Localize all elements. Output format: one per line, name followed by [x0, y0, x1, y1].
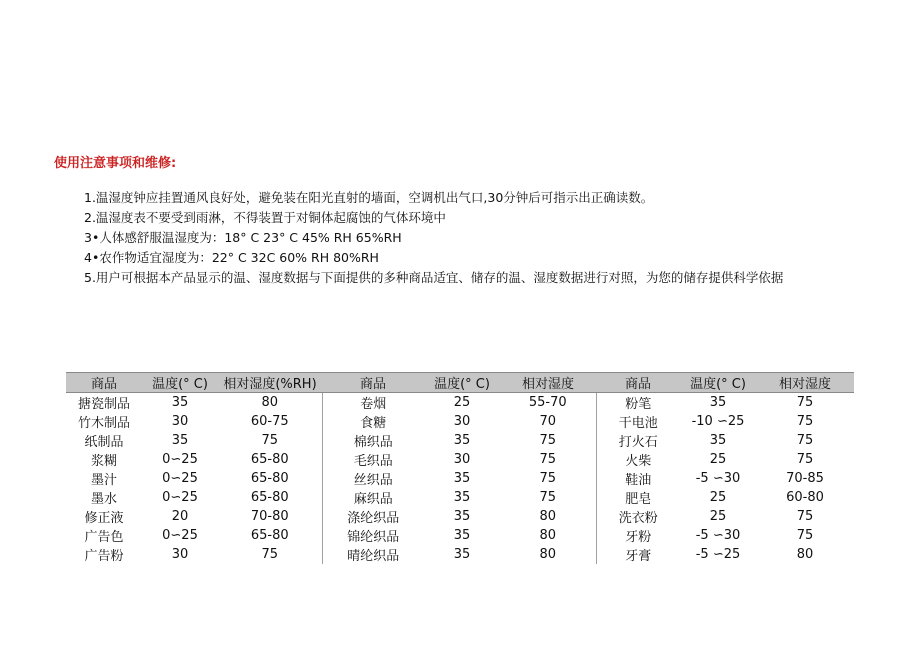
product-name-cell: 火柴	[625, 454, 652, 469]
humidity-cell: 65-80	[218, 488, 322, 507]
column-header: 商品	[596, 373, 680, 393]
instruction-item: 3•人体感舒服温湿度为：18° C 23° C 45% RH 65%RH	[84, 230, 402, 245]
product-name-cell: 打火石	[618, 435, 658, 450]
column-header: 相对湿度	[756, 373, 854, 393]
table-row	[66, 431, 854, 450]
storage-table-container	[66, 372, 854, 564]
product-name-cell: 墨汁	[90, 473, 117, 488]
table-row	[66, 393, 854, 413]
humidity-cell: 70-85	[786, 471, 824, 486]
humidity-cell: 75	[796, 395, 814, 410]
column-header: 相对湿度	[500, 373, 596, 393]
humidity-cell: 70	[500, 412, 596, 431]
temperature-cell: 0∽25	[162, 528, 198, 543]
temperature-cell: -5 ∽30	[695, 471, 741, 486]
humidity-cell: 60-75	[218, 412, 322, 431]
column-header: 商品	[322, 373, 424, 393]
table-row	[66, 545, 854, 564]
humidity-cell: 80	[218, 393, 322, 413]
temperature-cell: 30	[171, 414, 189, 429]
temperature-cell: 30	[171, 547, 189, 562]
instruction-item: 5.用户可根据本产品显示的温、湿度数据与下面提供的多种商品适宜、储存的温、湿度数据进行对照，为您的储存提供科学依据	[84, 270, 784, 285]
table-row	[66, 507, 854, 526]
product-name-cell: 修正液	[84, 511, 124, 526]
temperature-cell: 35	[171, 433, 189, 448]
product-name-cell: 棉织品	[353, 435, 393, 450]
column-header: 温度(° C)	[142, 373, 218, 393]
column-header: 温度(° C)	[680, 373, 756, 393]
product-name-cell: 涤纶织品	[347, 511, 400, 526]
product-name-cell: 广告色	[84, 530, 124, 545]
humidity-cell: 60-80	[786, 490, 824, 505]
humidity-cell: 55-70	[500, 393, 596, 413]
humidity-cell: 75	[500, 469, 596, 488]
table-row	[66, 450, 854, 469]
temperature-cell: 30	[453, 414, 471, 429]
product-name-cell: 粉笔	[625, 397, 652, 412]
section-heading: 使用注意事项和维修:	[54, 156, 177, 171]
humidity-cell: 65-80	[218, 469, 322, 488]
table-row	[66, 412, 854, 431]
product-name-cell: 浆糊	[90, 454, 117, 469]
temperature-cell: 35	[709, 395, 727, 410]
temperature-cell: 30	[453, 452, 471, 467]
temperature-cell: 0∽25	[162, 490, 198, 505]
humidity-cell: 75	[218, 431, 322, 450]
storage-conditions-table	[66, 372, 854, 564]
table-header-row	[66, 373, 854, 393]
instruction-item: 2.温湿度表不要受到雨淋，不得装置于对铜体起腐蚀的气体环境中	[84, 210, 446, 225]
column-header: 商品	[66, 373, 142, 393]
product-name-cell: 晴纶织品	[347, 549, 400, 564]
temperature-cell: 0∽25	[162, 471, 198, 486]
temperature-cell: 35	[453, 490, 471, 505]
humidity-cell: 65-80	[218, 450, 322, 469]
product-name-cell: 食糖	[360, 416, 387, 431]
instruction-item: 1.温湿度钟应挂置通风良好处，避免装在阳光直射的墙面，空调机出气口,30分钟后可指示出正确读数。	[84, 190, 654, 205]
product-name-cell: 毛织品	[353, 454, 393, 469]
humidity-cell: 75	[796, 414, 814, 429]
humidity-cell: 75	[218, 545, 322, 564]
temperature-cell: -5 ∽25	[695, 547, 741, 562]
instruction-item: 4•农作物适宜湿度为：22° C 32C 60% RH 80%RH	[84, 250, 379, 265]
product-name-cell: 牙膏	[625, 549, 652, 564]
product-name-cell: 肥皂	[625, 492, 652, 507]
humidity-cell: 75	[796, 452, 814, 467]
temperature-cell: 25	[709, 452, 727, 467]
temperature-cell: 0∽25	[162, 452, 198, 467]
temperature-cell: 35	[453, 528, 471, 543]
temperature-cell: 20	[171, 509, 189, 524]
column-header: 温度(° C)	[424, 373, 500, 393]
temperature-cell: 25	[453, 395, 471, 410]
table-body	[66, 393, 854, 565]
table-row	[66, 488, 854, 507]
temperature-cell: -10 ∽25	[691, 414, 745, 429]
humidity-cell: 75	[500, 450, 596, 469]
product-name-cell: 干电池	[618, 416, 658, 431]
product-name-cell: 卷烟	[360, 397, 387, 412]
temperature-cell: 35	[171, 395, 189, 410]
product-name-cell: 竹木制品	[77, 416, 130, 431]
humidity-cell: 75	[500, 431, 596, 450]
product-name-cell: 墨水	[90, 492, 117, 507]
product-name-cell: 洗衣粉	[618, 511, 658, 526]
humidity-cell: 80	[500, 545, 596, 564]
humidity-cell: 75	[796, 509, 814, 524]
product-name-cell: 搪瓷制品	[77, 397, 130, 412]
humidity-cell: 80	[796, 547, 814, 562]
product-name-cell: 丝织品	[353, 473, 393, 488]
temperature-cell: -5 ∽30	[695, 528, 741, 543]
instruction-list	[54, 188, 866, 288]
humidity-cell: 75	[796, 528, 814, 543]
humidity-cell: 75	[796, 433, 814, 448]
product-name-cell: 麻织品	[353, 492, 393, 507]
temperature-cell: 25	[709, 490, 727, 505]
temperature-cell: 35	[709, 433, 727, 448]
humidity-cell: 70-80	[218, 507, 322, 526]
temperature-cell: 25	[709, 509, 727, 524]
product-name-cell: 鞋油	[625, 473, 652, 488]
table-row	[66, 469, 854, 488]
humidity-cell: 80	[500, 526, 596, 545]
product-name-cell: 纸制品	[84, 435, 124, 450]
temperature-cell: 35	[453, 471, 471, 486]
table-row	[66, 526, 854, 545]
humidity-cell: 80	[500, 507, 596, 526]
product-name-cell: 锦纶织品	[347, 530, 400, 545]
temperature-cell: 35	[453, 433, 471, 448]
column-header: 相对湿度(%RH)	[218, 373, 322, 393]
product-name-cell: 牙粉	[625, 530, 652, 545]
humidity-cell: 65-80	[218, 526, 322, 545]
temperature-cell: 35	[453, 547, 471, 562]
temperature-cell: 35	[453, 509, 471, 524]
product-name-cell: 广告粉	[84, 549, 124, 564]
humidity-cell: 75	[500, 488, 596, 507]
